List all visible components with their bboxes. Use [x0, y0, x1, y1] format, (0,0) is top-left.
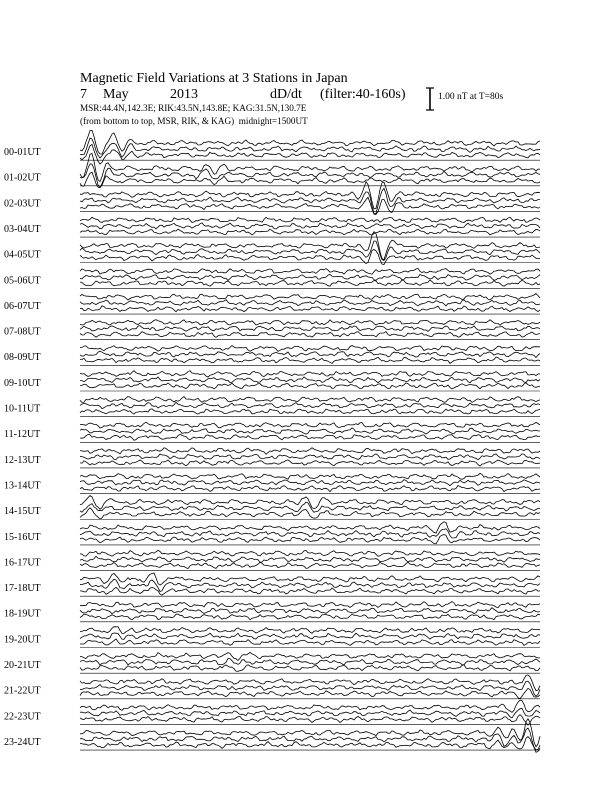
- row-label: 04-05UT: [4, 249, 41, 261]
- component-label: dD/dt: [270, 87, 302, 102]
- midnight-note: midnight=1500UT: [238, 116, 308, 126]
- row-label: 15-16UT: [4, 531, 41, 543]
- row-label: 05-06UT: [4, 275, 41, 287]
- trace-kag: [80, 700, 540, 712]
- row-label: 10-11UT: [4, 403, 41, 415]
- trace-msr: [80, 715, 540, 725]
- trace-rik: [80, 164, 540, 188]
- trace-msr: [80, 280, 540, 286]
- row-label: 08-09UT: [4, 352, 41, 364]
- trace-kag: [80, 320, 540, 326]
- date-month: May: [103, 87, 129, 102]
- trace-rik: [80, 402, 540, 408]
- trace-rik: [80, 681, 540, 696]
- trace-rik: [80, 138, 540, 158]
- row-label: 11-12UT: [4, 429, 41, 441]
- trace-msr: [80, 460, 540, 466]
- trace-kag: [80, 473, 540, 479]
- trace-kag: [80, 422, 540, 428]
- trace-rik: [80, 659, 540, 665]
- trace-rik: [80, 608, 540, 614]
- trace-rik: [80, 351, 540, 357]
- trace-kag: [80, 522, 540, 533]
- date-day: 7: [80, 87, 87, 102]
- trace-rik: [80, 274, 540, 280]
- scale-bar-label: 1.00 nT at T=80s: [438, 92, 504, 102]
- trace-rik: [80, 480, 540, 486]
- trace-rik: [80, 326, 540, 332]
- stations-line: MSR:44.4N,142.3E; RIK:43.5N,143.8E; KAG:31.5N,130.7E: [80, 103, 307, 113]
- scale-bar: [426, 88, 434, 110]
- trace-kag: [80, 232, 540, 260]
- row-labels: [4, 147, 41, 748]
- trace-msr: [80, 587, 540, 595]
- trace-rik: [80, 223, 540, 229]
- row-label: 21-22UT: [4, 685, 41, 697]
- trace-rik: [80, 300, 540, 306]
- trace-kag: [80, 130, 540, 154]
- row-label: 09-10UT: [4, 377, 41, 389]
- trace-msr: [80, 409, 540, 414]
- trace-msr: [80, 229, 540, 235]
- trace-kag: [80, 217, 540, 222]
- filter-label: (filter:40-160s): [320, 87, 406, 102]
- row-label: 07-08UT: [4, 326, 41, 338]
- trace-rik: [80, 454, 540, 460]
- row-label: 22-23UT: [4, 711, 41, 723]
- trace-msr: [80, 614, 540, 620]
- trace-kag: [80, 448, 540, 454]
- trace-msr: [80, 197, 540, 214]
- trace-rik: [80, 428, 540, 434]
- date-year: 2013: [170, 87, 198, 102]
- station-order: (from bottom to top, MSR, RIK, & KAG): [80, 116, 235, 126]
- trace-msr: [80, 434, 540, 440]
- trace-msr: [80, 383, 540, 389]
- trace-kag: [80, 346, 540, 352]
- row-label: 02-03UT: [4, 198, 41, 210]
- trace-kag: [80, 294, 540, 301]
- row-label: 16-17UT: [4, 557, 41, 569]
- traces: [80, 130, 540, 752]
- trace-msr: [80, 639, 540, 646]
- trace-msr: [80, 486, 540, 492]
- row-label: 14-15UT: [4, 506, 41, 518]
- trace-kag: [80, 371, 540, 377]
- row-label: 12-13UT: [4, 454, 41, 466]
- trace-msr: [80, 249, 540, 264]
- trace-rik: [80, 556, 540, 562]
- trace-msr: [80, 306, 540, 312]
- trace-rik: [80, 377, 540, 383]
- row-label: 19-20UT: [4, 634, 41, 646]
- trace-msr: [80, 665, 540, 672]
- trace-kag: [80, 268, 540, 274]
- trace-msr: [80, 145, 540, 165]
- trace-msr: [80, 357, 540, 363]
- trace-msr: [80, 535, 540, 544]
- trace-kag: [80, 627, 540, 634]
- trace-rik: [80, 529, 540, 538]
- row-label: 01-02UT: [4, 172, 41, 184]
- row-label: 17-18UT: [4, 583, 41, 595]
- trace-kag: [80, 550, 540, 556]
- row-label: 03-04UT: [4, 223, 41, 235]
- row-label: 18-19UT: [4, 608, 41, 620]
- trace-msr: [80, 562, 540, 568]
- trace-kag: [80, 602, 540, 608]
- row-label: 20-21UT: [4, 660, 41, 671]
- trace-rik: [80, 633, 540, 639]
- row-label: 23-24UT: [4, 736, 41, 748]
- trace-msr: [80, 332, 540, 338]
- trace-msr: [80, 688, 540, 698]
- trace-kag: [80, 396, 540, 402]
- trace-kag: [80, 652, 540, 660]
- row-label: 00-01UT: [4, 147, 41, 158]
- row-label: 06-07UT: [4, 300, 41, 312]
- chart-title: Magnetic Field Variations at 3 Stations in Japan: [80, 71, 348, 86]
- row-label: 13-14UT: [4, 480, 41, 492]
- trace-kag: [80, 719, 540, 747]
- trace-kag: [80, 154, 540, 182]
- trace-msr: [80, 508, 540, 519]
